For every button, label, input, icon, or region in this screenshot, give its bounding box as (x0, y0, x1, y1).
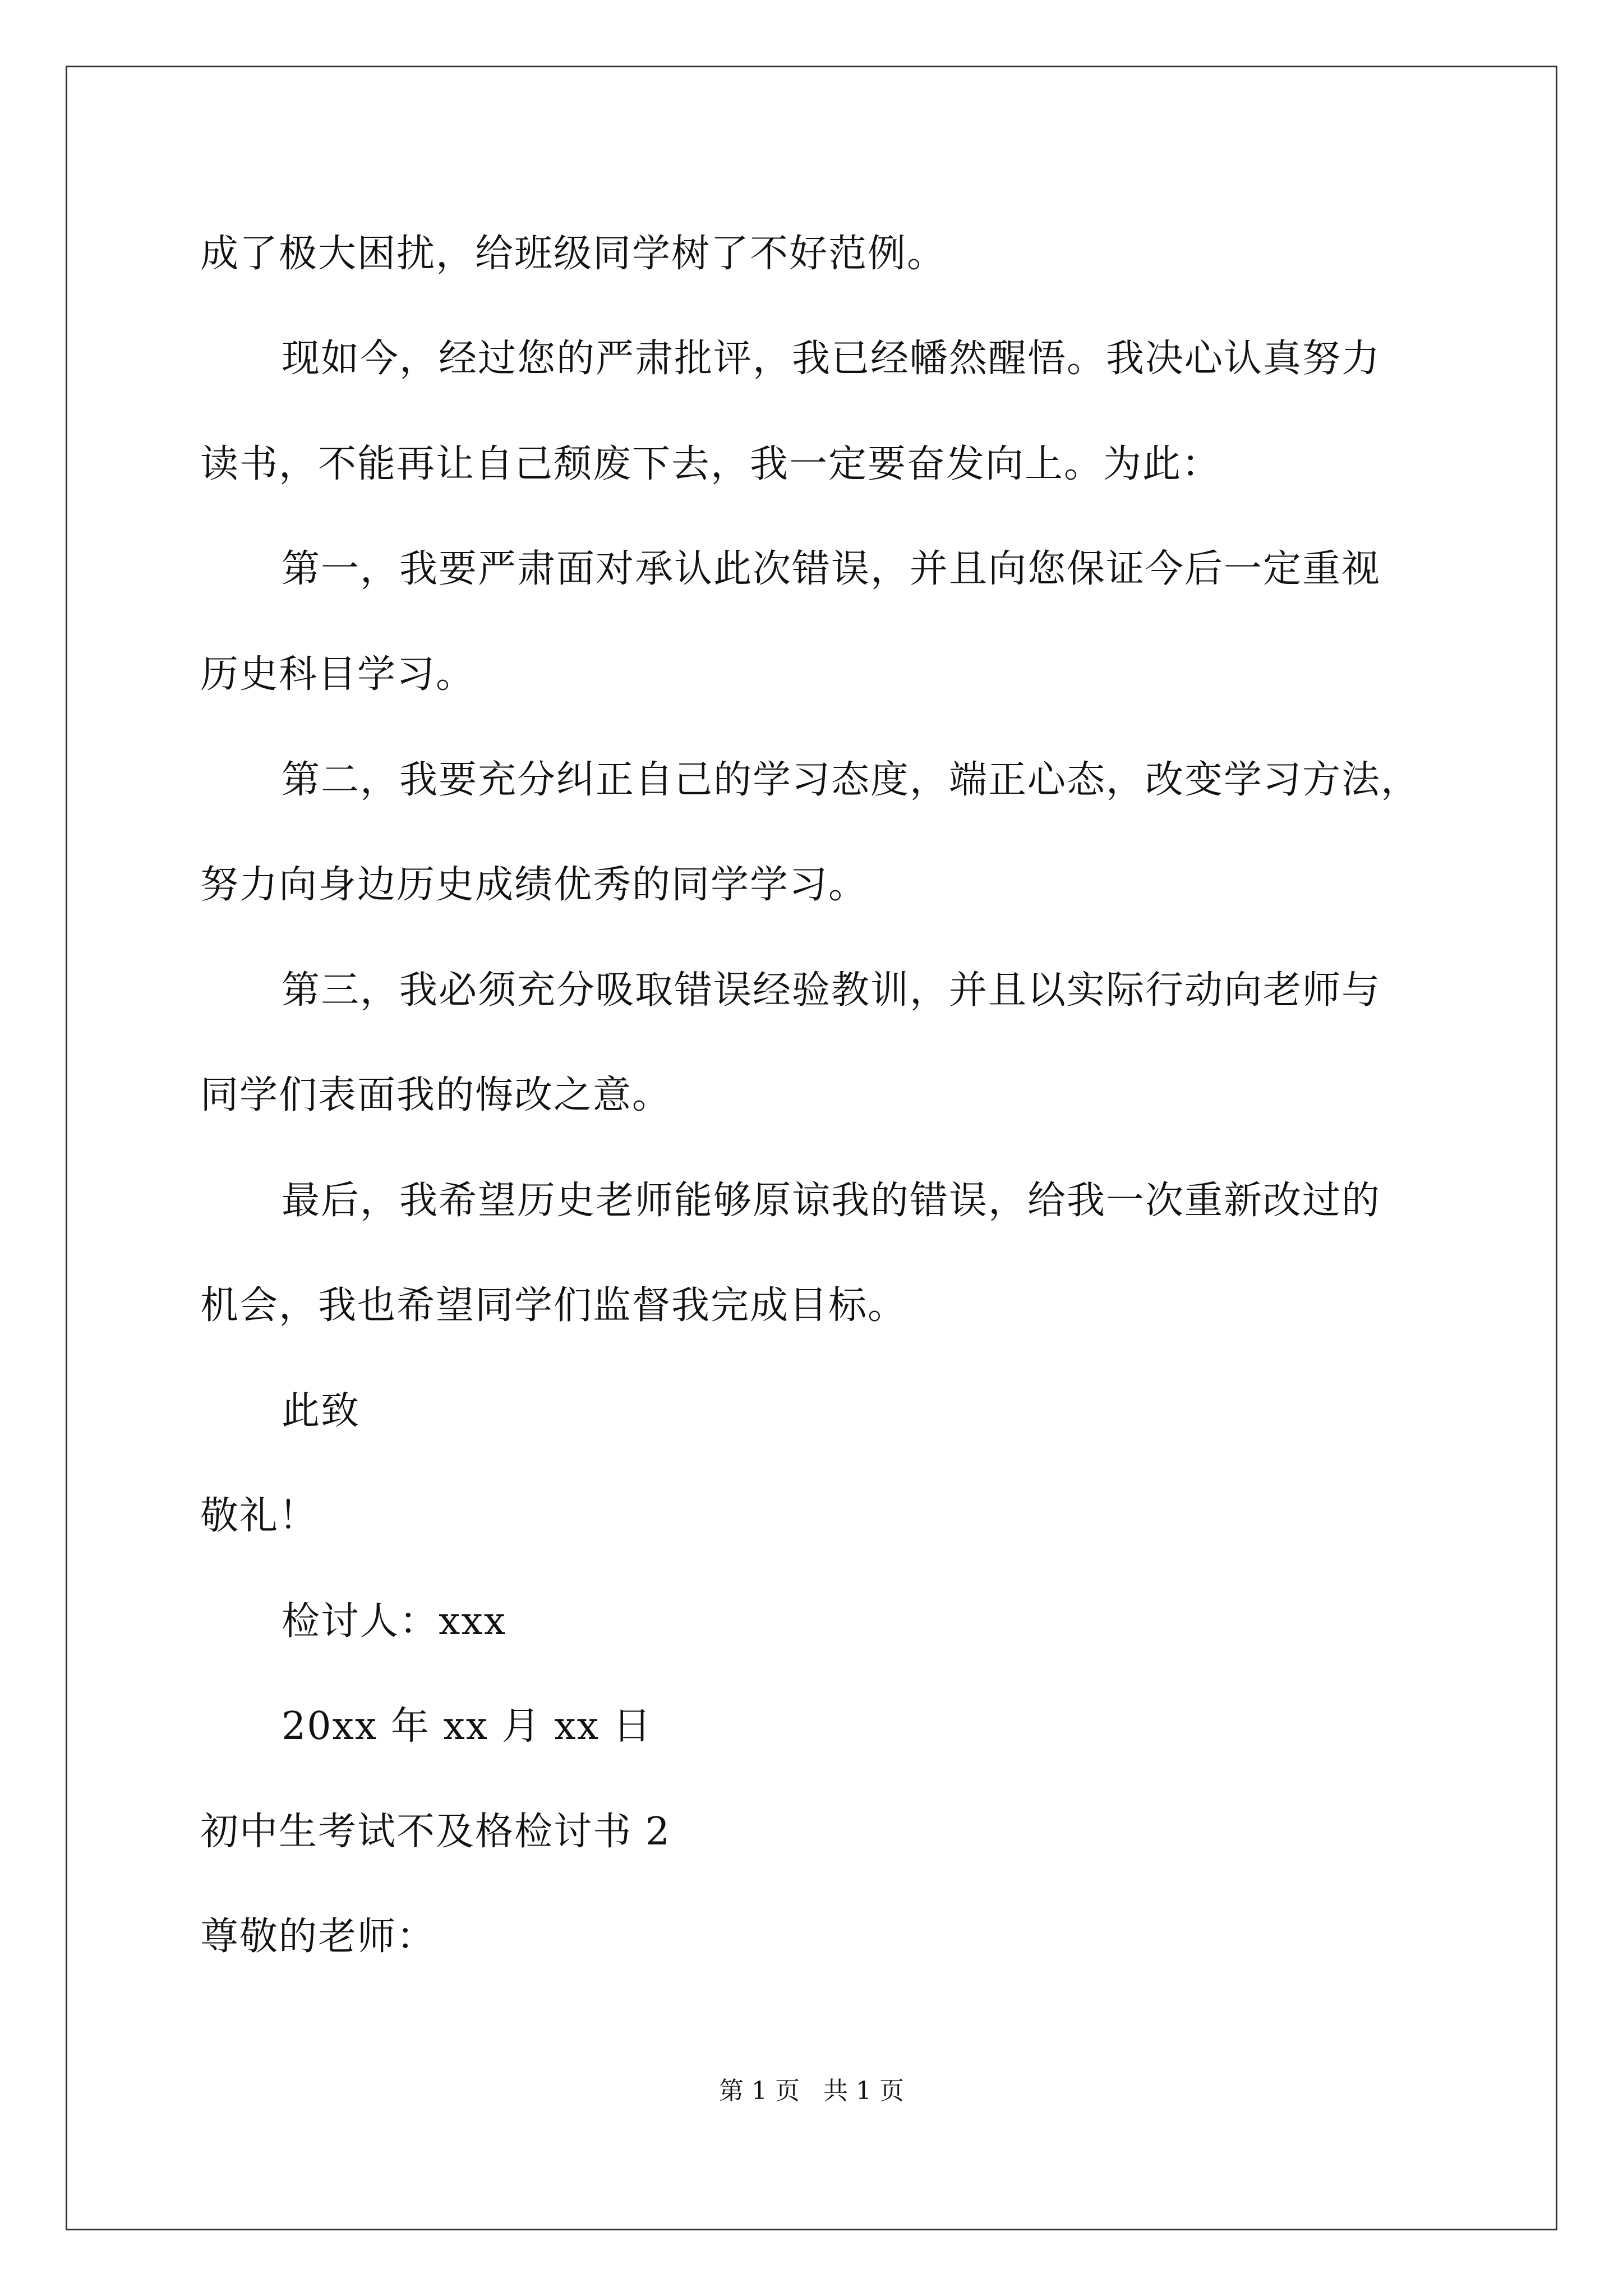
paragraph-line: 最后，我希望历史老师能够原谅我的错误，给我一次重新改过的 (282, 1179, 1381, 1223)
page-border (66, 66, 1557, 2230)
paragraph-line: 第二，我要充分纠正自己的学习态度，端正心态，改变学习方法， (282, 758, 1421, 802)
paragraph-line: 第一，我要严肃面对承认此次错误，并且向您保证今后一定重视 (282, 547, 1381, 591)
paragraph-line: 机会，我也希望同学们监督我完成目标。 (200, 1283, 907, 1328)
paragraph-line: 读书，不能再让自己颓废下去，我一定要奋发向上。为此： (200, 442, 1221, 486)
paragraph-line: 成了极大困扰，给班级同学树了不好范例。 (200, 232, 947, 276)
section-title: 初中生考试不及格检讨书 2 (200, 1810, 671, 1854)
page-footer: 第 1 页 共 1 页 (719, 2077, 904, 2105)
closing-salutation: 此致 (282, 1389, 361, 1433)
paragraph-line: 努力向身边历史成绩优秀的同学学习。 (200, 863, 868, 907)
paragraph-line: 历史科目学习。 (200, 652, 476, 697)
paragraph-line: 第三，我必须充分吸取错误经验教训，并且以实际行动向老师与 (282, 968, 1381, 1013)
paragraph-line: 同学们表面我的悔改之意。 (200, 1073, 672, 1117)
signature-line: 检讨人：xxx (282, 1599, 507, 1644)
date-line: 20xx 年 xx 月 xx 日 (282, 1704, 652, 1749)
greeting-line: 尊敬的老师： (200, 1915, 436, 1959)
closing-regards: 敬礼！ (200, 1494, 319, 1538)
paragraph-line: 现如今，经过您的严肃批评，我已经幡然醒悟。我决心认真努力 (282, 337, 1381, 381)
